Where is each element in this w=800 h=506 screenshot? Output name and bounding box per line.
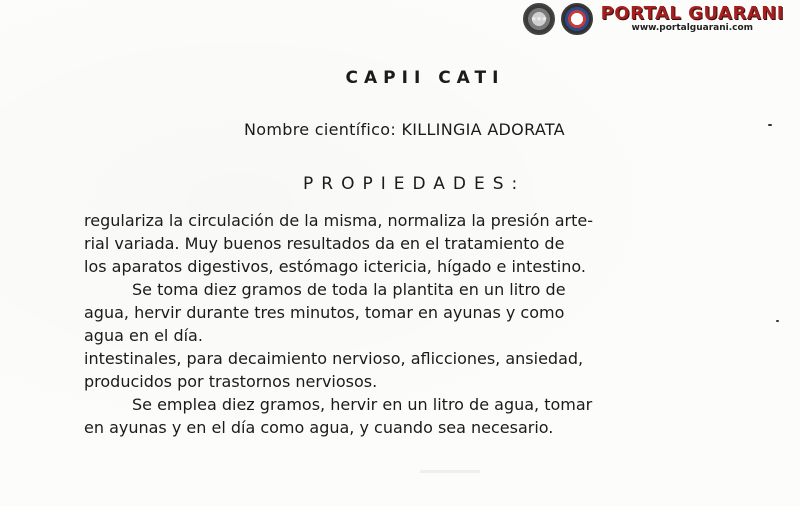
flag-seal-icon — [561, 3, 593, 35]
scan-smudge — [420, 470, 480, 473]
text-line: producidos por trastornos nerviosos. — [84, 372, 378, 391]
document-title: CAPII CATI — [345, 68, 505, 88]
text-line: agua, hervir durante tres minutos, tomar en ayunas y como — [84, 303, 565, 322]
text-line: los aparatos digestivos, estómago ictericia, hígado e intestino. — [84, 257, 586, 276]
logo-text — [600, 2, 784, 34]
logo-url: www.portalguarani.com — [631, 22, 754, 33]
text-line: en ayunas y en el día como agua, y cuando sea necesario. — [84, 418, 554, 437]
text-line: regulariza la circulación de la misma, normaliza la presión arte- — [84, 211, 593, 230]
seal-emblem-icon — [523, 3, 555, 35]
logo-title: PORTAL GUARANI — [600, 2, 784, 24]
text-line: Se emplea diez gramos, hervir en un litro de agua, tomar — [132, 395, 593, 414]
text-line: intestinales, para decaimiento nervioso, aflicciones, ansiedad, — [84, 349, 584, 368]
text-line: Se toma diez gramos de toda la plantita en un litro de — [132, 280, 566, 299]
section-heading: PROPIEDADES: — [303, 174, 526, 194]
scan-speck — [776, 320, 779, 322]
text-line: rial variada. Muy buenos resultados da en el tratamiento de — [84, 234, 565, 253]
text-line: agua en el día. — [84, 326, 203, 345]
scan-speck — [768, 124, 772, 126]
body-text — [84, 209, 704, 439]
portal-guarani-logo[interactable] — [523, 2, 784, 36]
scientific-name: Nombre científico: KILLINGIA ADORATA — [244, 120, 565, 139]
